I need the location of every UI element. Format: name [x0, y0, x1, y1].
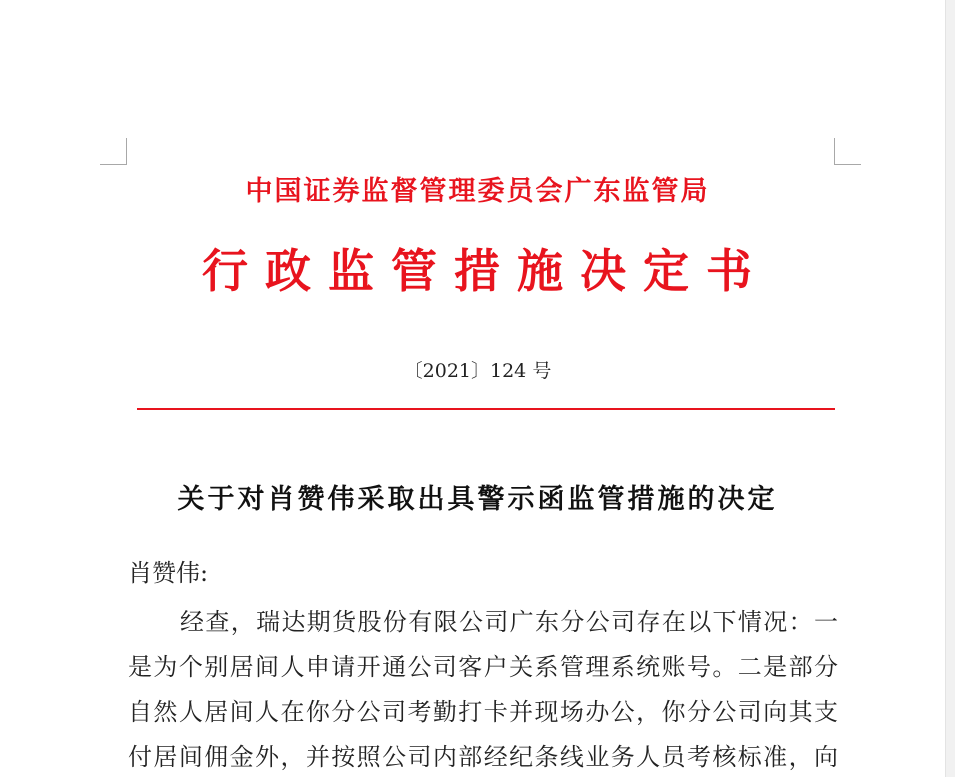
body-line: 自然人居间人在你分公司考勤打卡并现场办公，你分公司向其支 [128, 698, 838, 726]
body-line: 付居间佣金外，并按照公司内部经纪条线业务人员考核标准，向 [128, 743, 838, 771]
body-line: 经查，瑞达期货股份有限公司广东分公司存在以下情况：一 [180, 608, 838, 636]
agency-name: 中国证券监督管理委员会广东监管局 [245, 176, 710, 207]
document-type-title: 行政监管措施决定书 [202, 244, 769, 298]
margin-corner-top-left [100, 138, 127, 165]
red-separator-line [137, 408, 835, 410]
salutation: 肖赞伟: [128, 559, 209, 587]
document-number: 〔2021〕124 号 [403, 360, 552, 382]
decision-title: 关于对肖赞伟采取出具警示函监管措施的决定 [177, 484, 778, 515]
margin-corner-top-right [834, 138, 861, 165]
decision-body [128, 600, 838, 780]
vertical-scrollbar[interactable] [945, 0, 955, 777]
body-line: 是为个别居间人申请开通公司客户关系管理系统账号。二是部分 [128, 653, 838, 681]
